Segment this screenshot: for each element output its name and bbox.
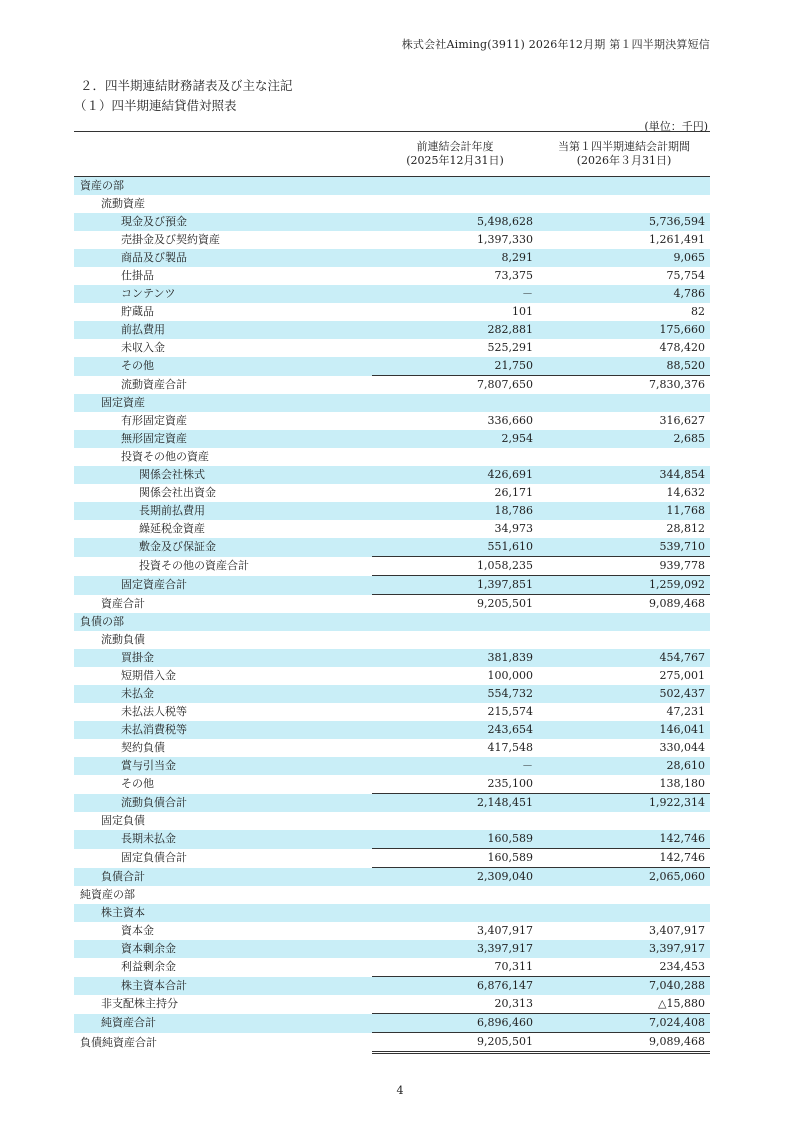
prev-period-value xyxy=(372,177,538,196)
row-label: 資産の部 xyxy=(74,177,372,196)
row-label: 未払金 xyxy=(74,685,372,703)
prev-period-value: 243,654 xyxy=(372,721,538,739)
table-row xyxy=(74,739,710,757)
prev-period-value: 282,881 xyxy=(372,321,538,339)
curr-period-value: 175,660 xyxy=(538,321,710,339)
prev-period-value: 8,291 xyxy=(372,249,538,267)
curr-period-value xyxy=(538,904,710,922)
prev-period-value: 2,309,040 xyxy=(372,868,538,887)
row-label: 投資その他の資産 xyxy=(121,450,209,463)
row-label: 資本金 xyxy=(121,924,154,937)
table-row xyxy=(74,757,710,775)
header-prev-period xyxy=(372,132,538,177)
table-row xyxy=(74,613,710,631)
row-label: 流動負債合計 xyxy=(74,794,372,813)
prev-period-value: 551,610 xyxy=(372,538,538,557)
table-row xyxy=(74,249,710,267)
document-header: 株式会社Aiming(3911) 2026年12月期 第１四半期決算短信 xyxy=(401,38,710,51)
prev-period-value: 417,548 xyxy=(487,741,533,754)
prev-period-value: 26,171 xyxy=(494,486,533,499)
row-label: その他 xyxy=(74,357,372,376)
prev-period-value: 160,589 xyxy=(372,849,538,868)
table-row xyxy=(74,466,710,484)
row-label: 賞与引当金 xyxy=(74,757,372,775)
row-label: 純資産合計 xyxy=(74,1014,372,1033)
prev-period-value: 6,876,147 xyxy=(372,977,538,996)
table-row xyxy=(74,357,710,376)
curr-period-value: 88,520 xyxy=(538,357,710,376)
table-row xyxy=(74,520,710,538)
row-label: 有形固定資産 xyxy=(121,414,187,427)
table-row xyxy=(74,995,710,1014)
row-label: 関係会社株式 xyxy=(74,466,372,484)
curr-period-value xyxy=(538,613,710,631)
row-label: 非支配株主持分 xyxy=(101,997,178,1011)
table-row xyxy=(74,940,710,958)
curr-period-value: 7,024,408 xyxy=(538,1014,710,1033)
table-row xyxy=(74,703,710,721)
row-label: 未収入金 xyxy=(121,341,165,354)
prev-period-value: 100,000 xyxy=(487,669,533,682)
header-curr-date: (2026年３月31日) xyxy=(576,154,672,167)
table-row xyxy=(74,812,710,830)
row-label: 短期借入金 xyxy=(121,669,176,682)
header-blank xyxy=(74,132,372,177)
curr-period-value: 47,231 xyxy=(666,705,705,718)
table-row xyxy=(74,830,710,849)
curr-period-value xyxy=(538,631,710,649)
row-label: コンテンツ xyxy=(74,285,372,303)
prev-period-value: 9,205,501 xyxy=(372,1033,538,1053)
table-row xyxy=(74,849,710,868)
curr-period-value: 275,001 xyxy=(659,669,705,682)
row-label: 純資産の部 xyxy=(80,888,135,901)
curr-period-value xyxy=(538,394,710,412)
curr-period-value: 316,627 xyxy=(659,414,705,427)
table-row xyxy=(74,977,710,996)
table-row xyxy=(74,958,710,977)
prev-period-value xyxy=(372,195,538,213)
table-row xyxy=(74,886,710,904)
row-label: 固定負債合計 xyxy=(121,851,187,864)
prev-period-value: － xyxy=(372,285,538,303)
curr-period-value: 1,261,491 xyxy=(649,233,705,246)
prev-period-value: 34,973 xyxy=(494,522,533,535)
row-label: 未払法人税等 xyxy=(121,705,187,718)
table-row xyxy=(74,649,710,667)
row-label: 資産合計 xyxy=(101,596,145,610)
table-row xyxy=(74,775,710,794)
curr-period-value: 344,854 xyxy=(538,466,710,484)
row-label: 長期前払費用 xyxy=(74,502,372,520)
prev-period-value: 20,313 xyxy=(494,997,533,1010)
table-row xyxy=(74,667,710,685)
prev-period-value: 336,660 xyxy=(487,414,533,427)
table-row xyxy=(74,376,710,395)
curr-period-value: 3,407,917 xyxy=(649,924,705,937)
table-row xyxy=(74,557,710,576)
table-row xyxy=(74,177,710,196)
curr-period-value: 75,754 xyxy=(666,269,705,282)
prev-period-value: 426,691 xyxy=(372,466,538,484)
curr-period-value: 9,089,468 xyxy=(538,1033,710,1053)
row-label: 負債純資産合計 xyxy=(80,1035,157,1049)
curr-period-value: 2,685 xyxy=(538,430,710,448)
curr-period-value: 4,786 xyxy=(538,285,710,303)
row-label: 現金及び預金 xyxy=(74,213,372,231)
prev-period-value: 2,954 xyxy=(372,430,538,448)
table-row xyxy=(74,412,710,430)
table-row xyxy=(74,448,710,466)
row-label: その他 xyxy=(121,777,154,791)
curr-period-value: 234,453 xyxy=(659,960,705,973)
curr-period-value xyxy=(538,177,710,196)
curr-period-value: 142,746 xyxy=(538,830,710,849)
table-row xyxy=(74,321,710,339)
prev-period-value xyxy=(372,448,538,466)
section-title: ２．四半期連結財務諸表及び主な注記 xyxy=(80,78,293,93)
curr-period-value: △15,880 xyxy=(658,997,705,1010)
curr-period-value: 138,180 xyxy=(659,777,705,790)
table-row xyxy=(74,231,710,249)
prev-period-value: 381,839 xyxy=(372,649,538,667)
curr-period-value: 9,089,468 xyxy=(538,595,710,614)
prev-period-value xyxy=(372,631,538,649)
table-row xyxy=(74,631,710,649)
prev-period-value: 5,498,628 xyxy=(372,213,538,231)
table-row xyxy=(74,1033,710,1053)
row-label: 前払費用 xyxy=(74,321,372,339)
row-label: 固定負債 xyxy=(101,814,145,827)
table-row xyxy=(74,595,710,614)
table-row xyxy=(74,339,710,357)
curr-period-value: 330,044 xyxy=(659,741,705,754)
curr-period-value: 478,420 xyxy=(659,341,705,354)
table-row xyxy=(74,868,710,887)
curr-period-value: 28,812 xyxy=(666,522,705,535)
prev-period-value: 554,732 xyxy=(372,685,538,703)
table-row xyxy=(74,794,710,813)
row-label: 負債合計 xyxy=(74,868,372,887)
prev-period-value: 525,291 xyxy=(487,341,533,354)
row-label: 流動負債 xyxy=(101,633,145,646)
curr-period-value: 454,767 xyxy=(538,649,710,667)
curr-period-value: 539,710 xyxy=(538,538,710,557)
row-label: 株主資本合計 xyxy=(74,977,372,996)
row-label: 固定資産合計 xyxy=(74,576,372,595)
prev-period-value: 2,148,451 xyxy=(372,794,538,813)
curr-period-value: 1,922,314 xyxy=(538,794,710,813)
prev-period-value: 1,397,851 xyxy=(372,576,538,595)
curr-period-value xyxy=(538,886,710,904)
header-prev-date: (2025年12月31日) xyxy=(406,154,504,167)
curr-period-value: 2,065,060 xyxy=(538,868,710,887)
row-label: 未払消費税等 xyxy=(74,721,372,739)
prev-period-value: 9,205,501 xyxy=(372,595,538,614)
curr-period-value xyxy=(538,448,710,466)
prev-period-value: 3,407,917 xyxy=(477,924,533,937)
curr-period-value: 7,040,288 xyxy=(538,977,710,996)
table-body xyxy=(74,177,710,1053)
row-label: 株主資本 xyxy=(74,904,372,922)
row-label: 貯蔵品 xyxy=(121,305,154,318)
table-row xyxy=(74,538,710,557)
curr-period-value: 9,065 xyxy=(538,249,710,267)
row-label: 資本剰余金 xyxy=(74,940,372,958)
curr-period-value: 1,259,092 xyxy=(538,576,710,595)
prev-period-value: 70,311 xyxy=(494,960,533,973)
curr-period-value xyxy=(538,195,710,213)
row-label: 利益剰余金 xyxy=(121,960,176,974)
row-label: 投資その他の資産合計 xyxy=(139,559,249,572)
table-row xyxy=(74,904,710,922)
prev-period-value: 21,750 xyxy=(372,357,538,376)
prev-period-value: 73,375 xyxy=(494,269,533,282)
row-label: 敷金及び保証金 xyxy=(74,538,372,557)
table-row xyxy=(74,430,710,448)
row-label: 商品及び製品 xyxy=(74,249,372,267)
row-label: 負債の部 xyxy=(74,613,372,631)
header-curr-label: 当第１四半期連結会計期間 xyxy=(558,140,690,153)
table-row xyxy=(74,721,710,739)
curr-period-value: 142,746 xyxy=(538,849,710,868)
subsection-title: （１）四半期連結貸借対照表 xyxy=(74,98,237,113)
table-row xyxy=(74,576,710,595)
table-row xyxy=(74,1014,710,1033)
balance-sheet-table xyxy=(74,131,710,1054)
row-label: 流動資産 xyxy=(101,197,145,210)
prev-period-value xyxy=(372,812,538,830)
prev-period-value: 6,896,460 xyxy=(372,1014,538,1033)
row-label: 無形固定資産 xyxy=(74,430,372,448)
prev-period-value: 235,100 xyxy=(487,777,533,790)
header-prev-label: 前連結会計年度 xyxy=(416,140,494,153)
curr-period-value: 14,632 xyxy=(666,486,705,499)
row-label: 長期未払金 xyxy=(74,830,372,849)
curr-period-value: 3,397,917 xyxy=(538,940,710,958)
row-label: 契約負債 xyxy=(121,741,165,754)
table-row xyxy=(74,285,710,303)
row-label: 関係会社出資金 xyxy=(139,486,216,499)
prev-period-value: 215,574 xyxy=(487,705,533,718)
row-label: 仕掛品 xyxy=(121,269,154,282)
table-row xyxy=(74,303,710,321)
row-label: 固定資産 xyxy=(74,394,372,412)
table-row xyxy=(74,685,710,703)
row-label: 繰延税金資産 xyxy=(139,522,205,535)
curr-period-value: 146,041 xyxy=(538,721,710,739)
unit-label: (単位：千円) xyxy=(644,120,708,133)
curr-period-value: 502,437 xyxy=(538,685,710,703)
prev-period-value: 3,397,917 xyxy=(372,940,538,958)
prev-period-value: 18,786 xyxy=(372,502,538,520)
row-label: 買掛金 xyxy=(74,649,372,667)
row-label: 売掛金及び契約資産 xyxy=(121,233,220,246)
prev-period-value xyxy=(372,886,538,904)
table-row xyxy=(74,502,710,520)
table-row xyxy=(74,394,710,412)
table-header xyxy=(74,132,710,177)
curr-period-value: 11,768 xyxy=(538,502,710,520)
prev-period-value: 101 xyxy=(512,305,533,318)
prev-period-value: 1,058,235 xyxy=(372,557,538,576)
page-number: 4 xyxy=(396,1084,404,1097)
prev-period-value xyxy=(372,904,538,922)
table-row xyxy=(74,195,710,213)
table-row xyxy=(74,484,710,502)
prev-period-value: 7,807,650 xyxy=(372,376,538,395)
prev-period-value: 160,589 xyxy=(372,830,538,849)
curr-period-value: 939,778 xyxy=(538,557,710,576)
curr-period-value: 82 xyxy=(691,305,705,318)
header-curr-period xyxy=(538,132,710,177)
prev-period-value xyxy=(372,613,538,631)
curr-period-value xyxy=(538,812,710,830)
prev-period-value: 1,397,330 xyxy=(477,233,533,246)
prev-period-value xyxy=(372,394,538,412)
curr-period-value: 5,736,594 xyxy=(538,213,710,231)
curr-period-value: 28,610 xyxy=(538,757,710,775)
prev-period-value: － xyxy=(372,757,538,775)
table-row xyxy=(74,267,710,285)
row-label: 流動資産合計 xyxy=(121,377,187,391)
table-row xyxy=(74,922,710,940)
curr-period-value: 7,830,376 xyxy=(538,376,710,395)
table-row xyxy=(74,213,710,231)
